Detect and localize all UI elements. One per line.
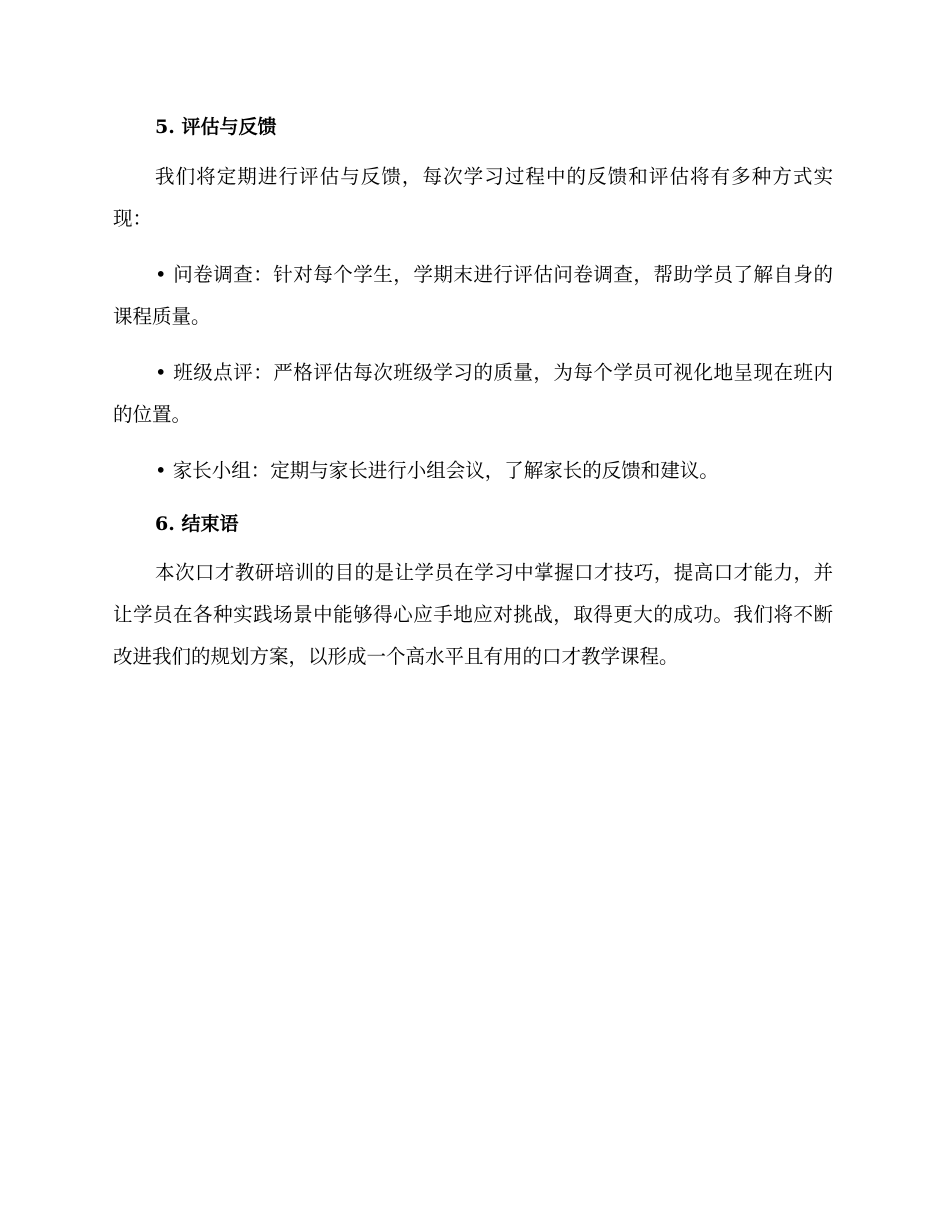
evaluation-intro-paragraph: 我们将定期进行评估与反馈，每次学习过程中的反馈和评估将有多种方式实现：	[113, 165, 833, 230]
bullet-questionnaire: • 问卷调查：针对每个学生，学期末进行评估问卷调查，帮助学员了解自身的课程质量。	[113, 263, 833, 328]
section-heading-evaluation: 5. 评估与反馈	[155, 116, 277, 138]
bullet-parent-group: • 家长小组：定期与家长进行小组会议，了解家长的反馈和建议。	[155, 459, 719, 482]
document-content	[113, 113, 833, 678]
bullet-class-review: • 班级点评：严格评估每次班级学习的质量，为每个学员可视化地呈现在班内的位置。	[113, 361, 833, 426]
section-heading-conclusion: 6. 结束语	[155, 513, 239, 535]
conclusion-paragraph: 本次口才教研培训的目的是让学员在学习中掌握口才技巧，提高口才能力，并让学员在各种实践场景中能够得心应手地应对挑战，取得更大的成功。我们将不断改进我们的规划方案，以形成一个高水平且有用的口才教学课程。	[113, 561, 833, 668]
